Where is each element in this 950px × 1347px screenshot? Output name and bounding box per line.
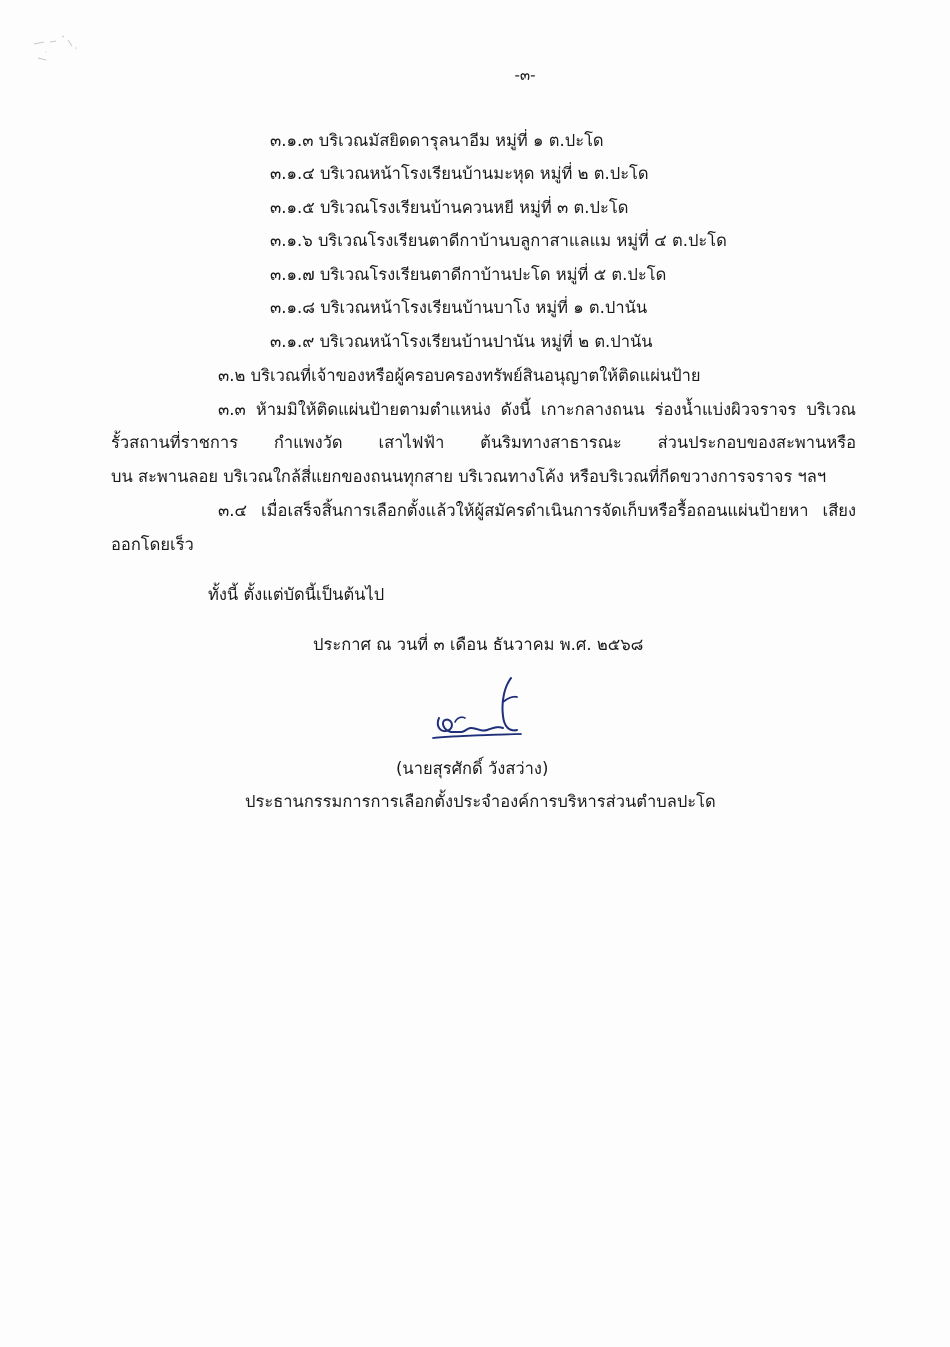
- effective-statement: ทั้งนี้ ตั้งแต่บัดนี้เป็นต้นไป: [208, 585, 385, 604]
- section-3-3-line-2: รั้วสถานที่ราชการ กำแพงวัด เสาไฟฟ้า ต้นริมทางสาธารณะ ส่วนประกอบของสะพานหรือ: [111, 433, 856, 452]
- list-item: ๓.๑.๘ บริเวณหน้าโรงเรียนบ้านบาโง หมู่ที่ ๑ ต.ปานัน: [270, 298, 648, 317]
- section-3-4-line-1: ๓.๔ เมื่อเสร็จสิ้นการเลือกตั้งแล้วให้ผู้สมัครดำเนินการจัดเก็บหรือรื้อถอนแผ่นป้ายหา เสียง: [218, 501, 856, 520]
- page-number: -๓-: [514, 66, 536, 84]
- section-3-3-line-1: ๓.๓ ห้ามมิให้ติดแผ่นป้ายตามตำแหน่ง ดังนี้ เกาะกลางถนน ร่องน้ำแบ่งผิวจราจร บริเวณ: [218, 400, 856, 419]
- list-item: ๓.๑.๙ บริเวณหน้าโรงเรียนบ้านปานัน หมู่ที่ ๒ ต.ปานัน: [270, 332, 653, 351]
- signer-name: (นายสุรศักดิ์ วังสว่าง): [396, 759, 549, 778]
- list-item: ๓.๑.๕ บริเวณโรงเรียนบ้านควนหยี หมู่ที่ ๓ ต.ปะโด: [270, 198, 629, 217]
- list-item: ๓.๑.๗ บริเวณโรงเรียนตาดีกาบ้านปะโด หมู่ที่ ๕ ต.ปะโด: [270, 265, 667, 284]
- signer-position: ประธานกรรมการการเลือกตั้งประจำองค์การบริหารส่วนตำบลปะโด: [245, 792, 716, 811]
- signature-image: [425, 672, 535, 750]
- list-item: ๓.๑.๖ บริเวณโรงเรียนตาดีกาบ้านบลูกาสาแลแม หมู่ที่ ๔ ต.ปะโด: [270, 231, 727, 250]
- section-3-3-line-3: บน สะพานลอย บริเวณใกล้สี่แยกของถนนทุกสาย บริเวณทางโค้ง หรือบริเวณที่กีดขวางการจราจร ฯลฯ: [111, 467, 827, 486]
- list-item: ๓.๑.๓ บริเวณมัสยิดดารุลนาอีม หมู่ที่ ๑ ต.ปะโด: [270, 131, 604, 150]
- section-3-4-line-2: ออกโดยเร็ว: [111, 535, 194, 554]
- list-item: ๓.๑.๔ บริเวณหน้าโรงเรียนบ้านมะหุด หมู่ที่ ๒ ต.ปะโด: [270, 164, 649, 183]
- section-3-2: ๓.๒ บริเวณที่เจ้าของหรือผู้ครอบครองทรัพย์สินอนุญาตให้ติดแผ่นป้าย: [218, 366, 701, 385]
- announcement-date: ประกาศ ณ วนที่ ๓ เดือน ธันวาคม พ.ศ. ๒๕๖๘: [313, 635, 644, 654]
